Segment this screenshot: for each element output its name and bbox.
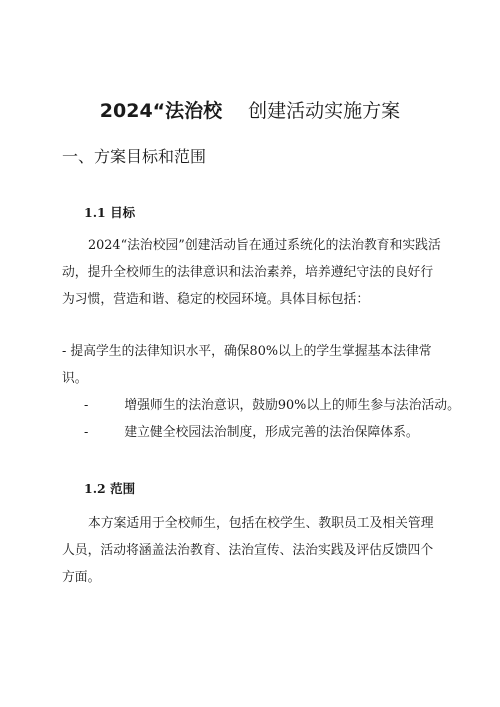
goal-bullet-1-line-1: - 提高学生的法律知识水平，确保80%以上的学生掌握基本法律常	[62, 344, 432, 359]
title-part-2: 创建活动实施方案	[248, 100, 401, 122]
bullet-dash: -	[84, 398, 89, 413]
subsection-heading-scope: 1.2 范围	[84, 481, 136, 496]
section-heading: 一、方案目标和范围	[62, 147, 207, 166]
goal-bullet-2	[62, 394, 460, 413]
subsection-heading-goal: 1.1 目标	[84, 205, 136, 220]
goal-intro-paragraph: 2024“法治校园”创建活动旨在通过系统化的法治教育和实践活动，提升全校师生的法律意识和法治素养，培养遵纪守法的良好行为习惯，营造和谐、稳定的校园环境。具体目标包括：	[62, 238, 441, 307]
scope-paragraph: 本方案适用于全校师生，包括在校学生、教职员工及相关管理人员，活动将涵盖法治教育、法治宣传、法治实践及评估反馈四个方面。	[62, 516, 434, 585]
goal-bullet-2-text: 增强师生的法治意识，鼓励90%以上的师生参与法治活动。	[124, 398, 460, 413]
goal-bullet-3	[62, 421, 419, 440]
title-part-1: 2024“法治校	[99, 100, 223, 122]
document-title	[0, 96, 500, 123]
bullet-dash: -	[84, 425, 89, 440]
goal-bullet-3-text: 建立健全校园法治制度，形成完善的法治保障体系。	[124, 425, 419, 440]
goal-bullet-1-line-2: 识。	[62, 371, 88, 386]
